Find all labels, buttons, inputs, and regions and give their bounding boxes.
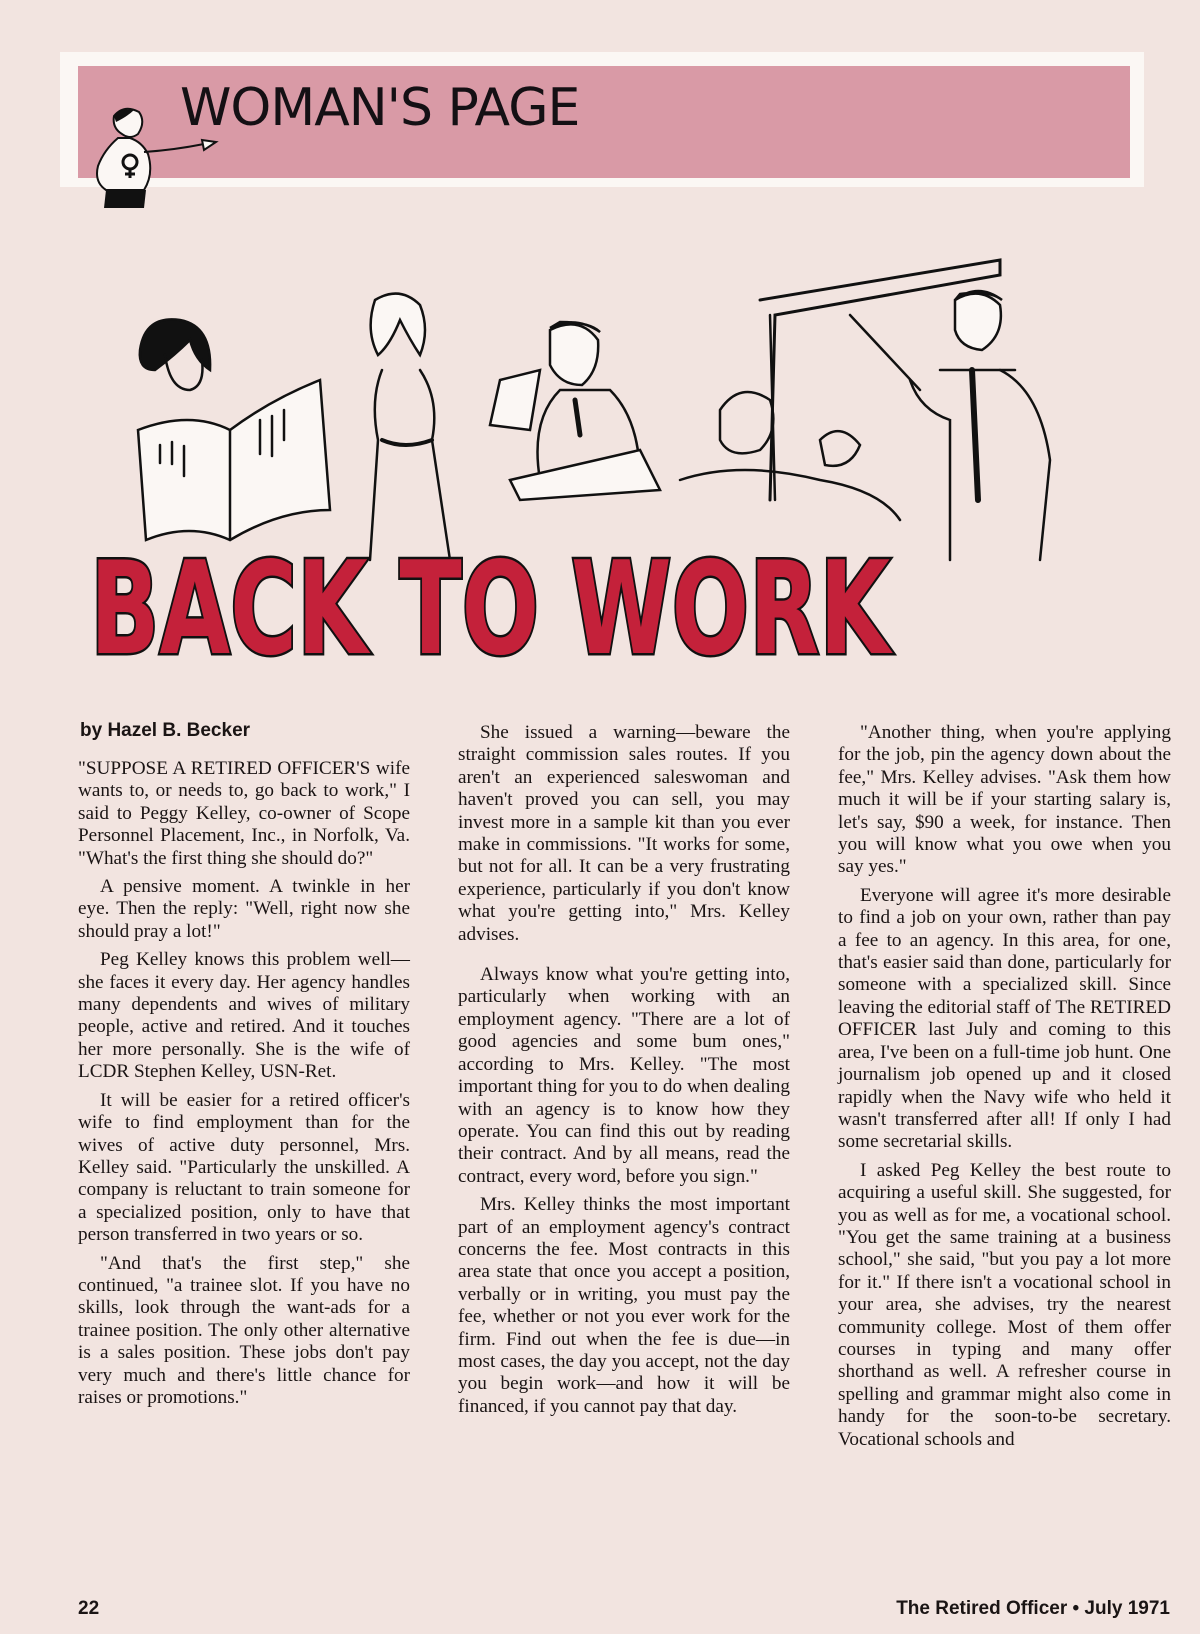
paragraph: "SUPPOSE A RETIRED OFFICER'S wife wants to, or needs to, go back to work," I said to Peggy Kelley, co-owner of Scope Personnel Placement, Inc., in Norfolk, Va. "What's the first thing she should do?" <box>78 758 410 869</box>
paragraph: A pensive moment. A twinkle in her eye. Then the reply: "Well, right now she should pray a lot!" <box>78 876 410 942</box>
article-column-3 <box>838 722 1171 1457</box>
paragraph: She issued a warning—beware the straight commission sales routes. If you aren't an experienced saleswoman and haven't proved you can sell, you may invest more in a sample kit than you ever make in commissions. "It works for some, but not for all. It can be a very frustrating experience, particularly if you don't know what you're getting into," Mrs. Kelley advises. <box>458 722 790 945</box>
paragraph: "Another thing, when you're applying for the job, pin the agency down about the fee," Mrs. Kelley advises. "Ask them how much it will be if your starting salary is, let's say, $90 a week, for instance. Then you will know what you owe when you say yes." <box>838 722 1171 878</box>
paragraph: Mrs. Kelley thinks the most important part of an employment agency's contract concerns the fee. Most contracts in this area state that once you accept a position, verbally or in writing, you must pay the fee, whether or not you ever work for the firm. Find out when the fee is due—in most cases, the day you accept, not the day you begin work—and how it will be financed, if you cannot pay that day. <box>458 1194 790 1417</box>
office-workers-illustration <box>120 260 1080 560</box>
byline: by Hazel B. Becker <box>80 720 251 741</box>
back-to-work-headline <box>80 535 920 684</box>
article-column-1 <box>78 758 410 1415</box>
paragraph: Peg Kelley knows this problem well—she faces it every day. Her agency handles many dependents and wives of military people, active and retired. And it touches her more personally. She is the wife of LCDR Stephen Kelley, USN-Ret. <box>78 949 410 1083</box>
paragraph: It will be easier for a retired officer's wife to find employment than for the wives of active duty personnel, Mrs. Kelley said. "Particularly the unskilled. A company is reluctant to train someone for a specialized position, only to have that person transferred in two years or so. <box>78 1089 410 1246</box>
headline-text: BACK TO WORK <box>90 535 894 684</box>
paragraph: Always know what you're getting into, particularly when working with an employment agency. "There are a lot of good agencies and some bum ones," according to Mrs. Kelley. "The most important thing for you to do when dealing with an agency is to know how they operate. You can find this out by reading their contract. And by all means, read the contract, every word, before you sign." <box>458 964 790 1187</box>
paragraph: I asked Peg Kelley the best route to acquiring a useful skill. She suggested, for you as well as for me, a vocational school. "You get the same training at a business school," she said, "but you pay a lot more for it." If there isn't a vocational school in your area, she advises, try the nearest community college. Most of them offer courses in typing and many offer shorthand as well. A refresher course in spelling and grammar might also come in handy for the soon-to-be secretary. Vocational schools and <box>838 1159 1171 1450</box>
publication-footer: The Retired Officer • July 1971 <box>896 1598 1170 1619</box>
woman-mascot-illustration <box>84 104 224 214</box>
paragraph: "And that's the first step," she continued, "a trainee slot. If you have no skills, look through the want-ads for a trainee position. The only other alternative is a sales position. These jobs don't pay very much and there's little chance for raises or promotions." <box>78 1252 410 1408</box>
page-number: 22 <box>78 1598 100 1619</box>
paragraph: Everyone will agree it's more desirable to find a job on your own, rather than pay a fee to an agency. In this area, for one, that's easier said than done, particularly for someone with a specialized skill. Since leaving the editorial staff of The RETIRED OFFICER last July and coming to this area, I've been on a full-time job hunt. One journalism job opened up and it closed rapidly when the Navy wife who held it wasn't transferred after all! If only I had some secretarial skills. <box>838 884 1171 1153</box>
article-column-2 <box>458 722 790 1424</box>
section-title: WOMAN'S PAGE <box>180 78 580 138</box>
